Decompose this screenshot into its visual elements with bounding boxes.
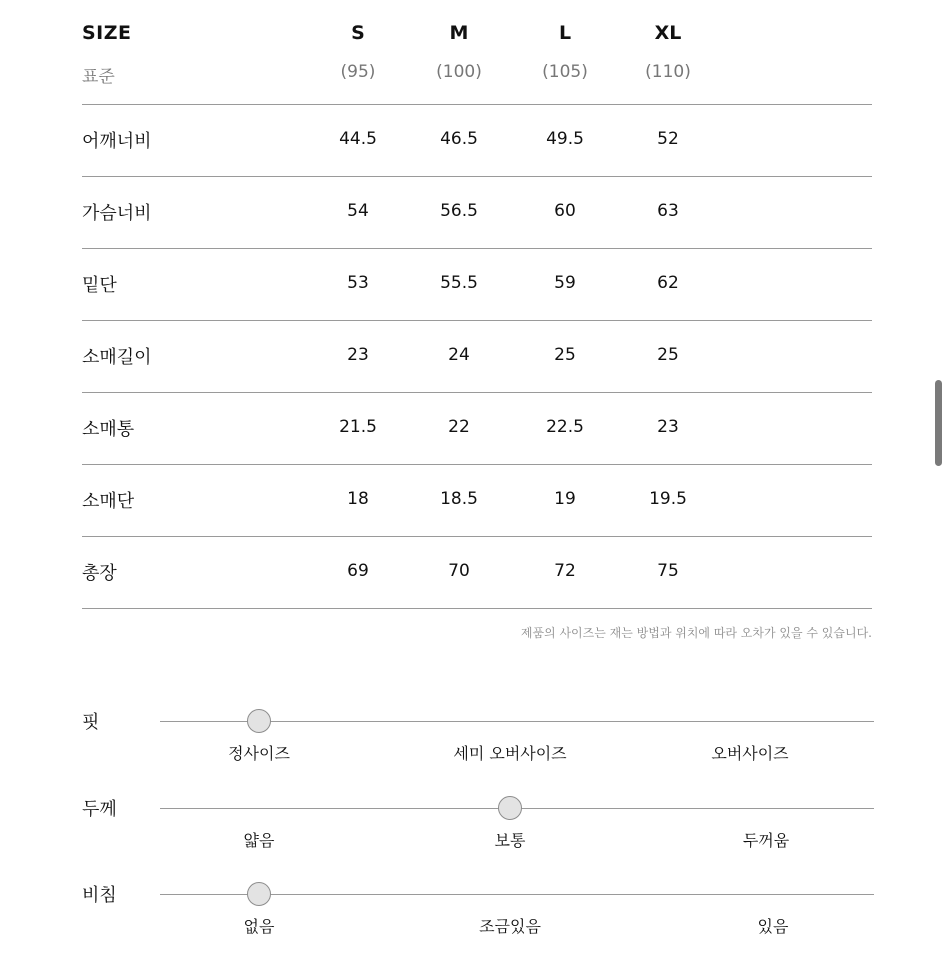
- table-cell: 25: [657, 345, 679, 365]
- standard-header-label: 표준: [82, 67, 115, 87]
- row-label: 소매단: [82, 491, 135, 512]
- table-cell: 55.5: [440, 273, 478, 293]
- size-name: S: [351, 22, 365, 44]
- row-label: 소매통: [82, 419, 135, 440]
- table-cell: 49.5: [546, 129, 584, 149]
- table-cell: 24: [448, 345, 470, 365]
- scale-option: 보통: [494, 831, 526, 850]
- table-cell: 54: [347, 201, 369, 221]
- size-header-label: SIZE: [82, 22, 132, 44]
- scale-option: 정사이즈: [228, 744, 290, 763]
- row-label: 가슴너비: [82, 203, 152, 224]
- scale-option: 없음: [243, 917, 275, 936]
- table-cell: 62: [657, 273, 679, 293]
- size-table: [82, 18, 872, 609]
- size-standard: (95): [340, 62, 376, 82]
- table-cell: 53: [347, 273, 369, 293]
- scale-label: 두께: [82, 799, 117, 820]
- size-standard: (100): [436, 62, 482, 82]
- measurement-note: 제품의 사이즈는 재는 방법과 위치에 따라 오차가 있을 수 있습니다.: [520, 626, 872, 640]
- scale-option: 오버사이즈: [711, 744, 789, 763]
- table-row: [82, 105, 872, 177]
- size-name: L: [558, 22, 572, 44]
- scrollbar-thumb[interactable]: [935, 380, 942, 466]
- table-row: [82, 537, 872, 609]
- scale-label: 비침: [82, 885, 117, 906]
- table-row: [82, 177, 872, 249]
- thickness-scale: [82, 799, 874, 868]
- scale-option: 조금있음: [479, 917, 541, 936]
- size-standard: (105): [542, 62, 588, 82]
- scale-option: 얇음: [243, 831, 275, 850]
- table-cell: 22.5: [546, 417, 584, 437]
- row-label: 밑단: [82, 275, 117, 296]
- table-row: [82, 249, 872, 321]
- table-cell: 60: [554, 201, 576, 221]
- scale-option: 두꺼움: [742, 831, 790, 850]
- table-row: [82, 465, 872, 537]
- scale-option: 있음: [757, 917, 789, 936]
- table-cell: 23: [347, 345, 369, 365]
- scale-indicator: [247, 882, 271, 906]
- row-label: 총장: [82, 563, 117, 584]
- row-label: 소매길이: [82, 347, 152, 368]
- table-cell: 69: [347, 561, 369, 581]
- table-cell: 70: [448, 561, 470, 581]
- scale-indicator: [498, 796, 522, 820]
- table-cell: 19.5: [649, 489, 687, 509]
- table-row: [82, 321, 872, 393]
- scale-indicator: [247, 709, 271, 733]
- table-cell: 25: [554, 345, 576, 365]
- table-cell: 44.5: [339, 129, 377, 149]
- table-cell: 52: [657, 129, 679, 149]
- fit-scale: [82, 712, 874, 781]
- table-cell: 18.5: [440, 489, 478, 509]
- table-cell: 22: [448, 417, 470, 437]
- see-through-scale: [82, 885, 874, 954]
- scale-label: 핏: [82, 712, 100, 733]
- size-name: M: [449, 22, 469, 44]
- table-cell: 23: [657, 417, 679, 437]
- table-cell: 59: [554, 273, 576, 293]
- table-cell: 19: [554, 489, 576, 509]
- size-table-header: [82, 18, 872, 105]
- table-cell: 18: [347, 489, 369, 509]
- table-cell: 63: [657, 201, 679, 221]
- row-label: 어깨너비: [82, 131, 152, 152]
- table-row: [82, 393, 872, 465]
- table-cell: 75: [657, 561, 679, 581]
- table-cell: 46.5: [440, 129, 478, 149]
- scale-option: 세미 오버사이즈: [453, 744, 567, 763]
- size-standard: (110): [645, 62, 691, 82]
- size-name: XL: [654, 22, 682, 44]
- table-cell: 56.5: [440, 201, 478, 221]
- table-cell: 72: [554, 561, 576, 581]
- table-cell: 21.5: [339, 417, 377, 437]
